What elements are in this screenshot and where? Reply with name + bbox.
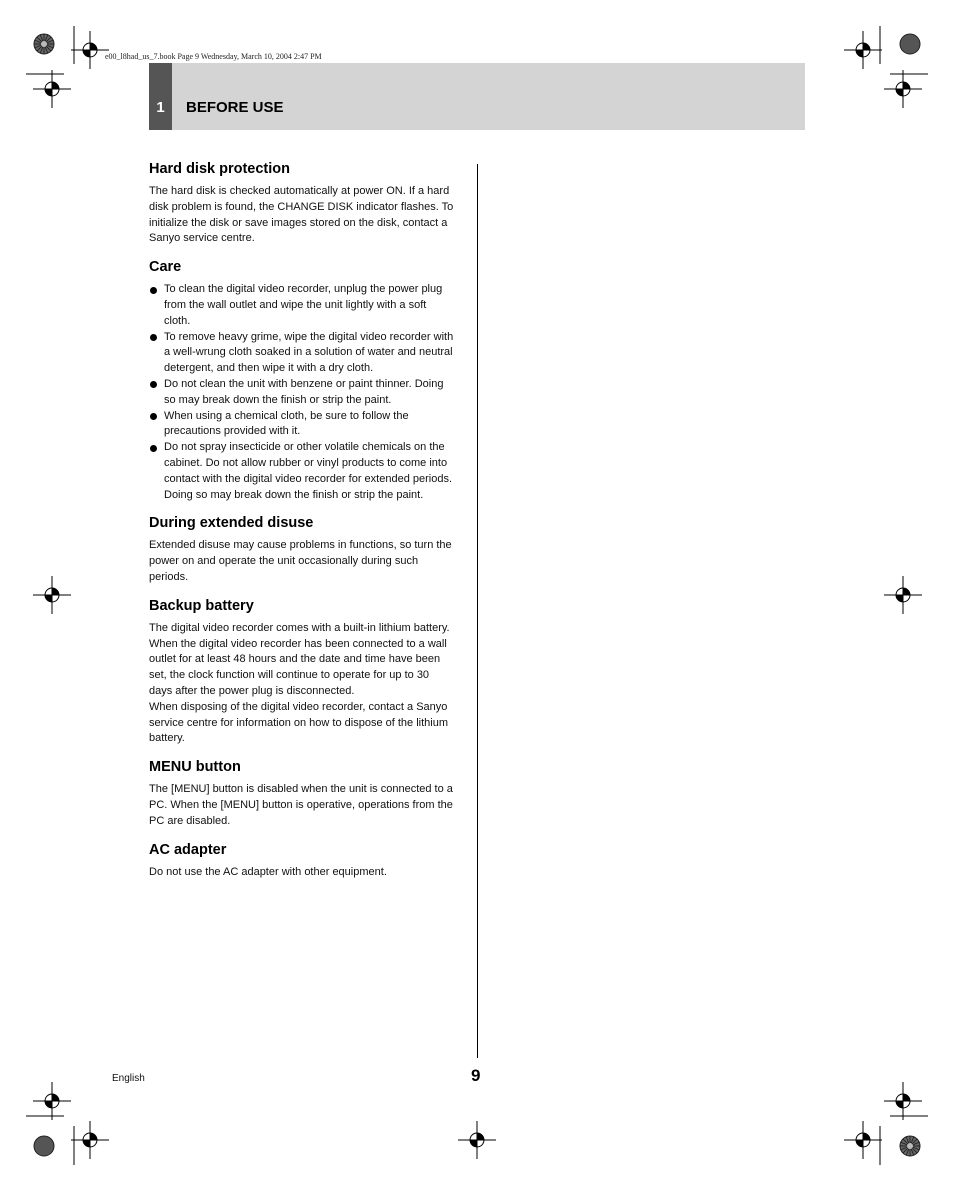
section-ac-adapter [149, 840, 454, 881]
section-body: The hard disk is checked automatically at power ON. If a hard disk problem is found, the CHANGE DISK indicator flashes. To initialize the disk or save images stored on the disk, contact a Sanyo service centre. [149, 185, 454, 245]
section-heading: Backup battery [149, 597, 254, 614]
main-column [149, 159, 454, 890]
list-item: Do not clean the unit with benzene or paint thinner. Doing so may break down the finish or strip the paint. [149, 377, 454, 409]
section-heading: Care [149, 259, 182, 276]
bullet-icon [150, 334, 157, 341]
section-backup-battery [149, 596, 454, 747]
section-body: The [MENU] button is disabled when the unit is connected to a PC. When the [MENU] button is operative, operations from the PC are disabled. [149, 783, 453, 827]
list-item: Do not spray insecticide or other volatile chemicals on the cabinet. Do not allow rubber or vinyl products to come into contact with the digital video recorder for extended periods. [149, 440, 454, 487]
footer-language: English [112, 1073, 145, 1084]
section-menu-button [149, 757, 454, 829]
color-wheel-icon [34, 34, 54, 54]
bullet-icon [150, 287, 157, 294]
chapter-number-box [149, 63, 172, 130]
bullet-icon [150, 381, 157, 388]
registration-mark-icon [884, 1082, 922, 1120]
registration-mark-icon [33, 1082, 71, 1120]
section-hard-disk [149, 159, 454, 247]
registration-mark-icon [844, 31, 882, 69]
section-body: Do not use the AC adapter with other equipment. [149, 865, 387, 878]
chapter-title: BEFORE USE [186, 99, 284, 116]
registration-mark-icon [71, 1121, 109, 1159]
section-heading: MENU button [149, 759, 241, 776]
color-wheel-icon [34, 1136, 54, 1156]
section-body: Extended disuse may cause problems in functions, so turn the power on and operate the unit occasionally during such periods. [149, 539, 452, 583]
list-item: To clean the digital video recorder, unplug the power plug from the wall outlet and wipe the unit lightly with a soft cloth. [149, 282, 454, 329]
registration-mark-icon [71, 31, 109, 69]
color-wheel-icon [900, 1136, 920, 1156]
section-body: The digital video recorder comes with a built-in lithium battery. When the digital video recorder has been connected to a wall outlet for at least 48 hours and the date and time have been set, the clock function will continue to operate for up to 30 days after the power plug is disconnected. [149, 621, 450, 697]
section-heading: Hard disk protection [149, 161, 290, 177]
list-item: When using a chemical cloth, be sure to follow the precautions provided with it. [149, 409, 454, 441]
bullet-icon [150, 445, 157, 452]
registration-mark-icon [33, 576, 71, 614]
list-item: To remove heavy grime, wipe the digital video recorder with a well-wrung cloth soaked in a solution of water and neutral detergent, and then wipe it with a dry cloth. [149, 330, 454, 377]
section-body: When disposing of the digital video recorder, contact a Sanyo service centre for information on how to dispose of the lithium battery. [149, 700, 448, 745]
care-list [149, 282, 454, 503]
registration-mark-icon [458, 1121, 496, 1159]
registration-mark-icon [884, 576, 922, 614]
registration-mark-icon [844, 1121, 882, 1159]
page-number: 9 [471, 1066, 481, 1085]
color-wheel-icon [900, 34, 920, 54]
section-care [149, 257, 454, 503]
section-extended-disuse [149, 513, 454, 585]
registration-mark-icon [884, 70, 922, 108]
list-item-continuation: Doing so may break down the finish or strip the paint. [164, 488, 424, 501]
column-divider [477, 164, 478, 1058]
chapter-number: 1 [156, 99, 165, 116]
chapter-header-bar [149, 63, 805, 130]
section-heading: AC adapter [149, 841, 227, 858]
registration-mark-icon [33, 70, 71, 108]
bullet-icon [150, 413, 157, 420]
book-info-line: e00_l8had_us_7.book Page 9 Wednesday, March 10, 2004 2:47 PM [105, 52, 322, 61]
section-heading: During extended disuse [149, 515, 314, 532]
